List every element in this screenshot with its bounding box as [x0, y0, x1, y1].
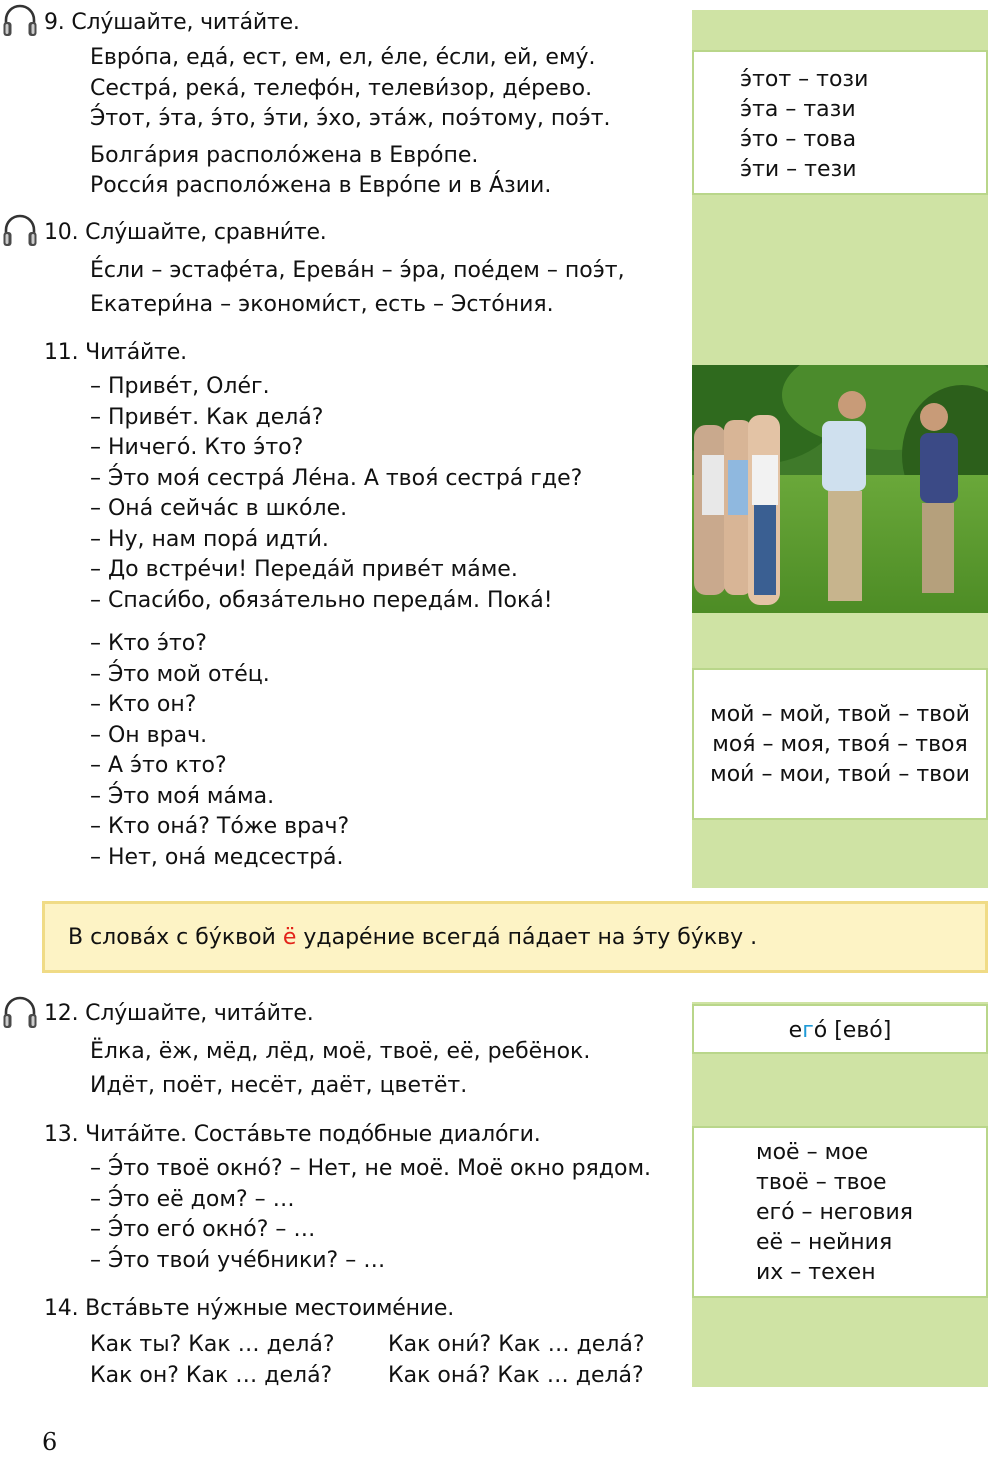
note-possessives [692, 668, 988, 820]
rule-box [42, 901, 988, 973]
ex14-line: Как они́? Как … дела́? [388, 1332, 645, 1357]
ex9-line: Болга́рия располо́жена в Евро́пе. [90, 142, 479, 168]
ex9-line: Сестра́, река́, телефо́н, телеви́зор, де́рево. [90, 75, 593, 101]
dialog-line: – Спаси́бо, обяза́тельно переда́м. Пока́! [90, 587, 553, 613]
ex12-body [90, 1035, 590, 1103]
photo-teenagers-greeting [692, 365, 988, 613]
note-line: моя́ – моя, твоя́ – твоя [712, 732, 968, 757]
ex12-title: 12. Слу́шайте, чита́йте. [44, 1001, 314, 1026]
ex14-col-1 [90, 1330, 335, 1391]
ex12-line: Идёт, поёт, несёт, даёт, цветёт. [90, 1073, 468, 1098]
ego-pre: е [788, 1018, 803, 1043]
ex10-line: Екатери́на – экономи́ст, есть – Эсто́ния. [90, 292, 554, 317]
note-ego [692, 1004, 988, 1054]
dialog-line: – Приве́т, Оле́г. [90, 374, 270, 399]
rule-letter-yo: ё [282, 925, 297, 950]
photo-illustration [692, 365, 988, 613]
note-line: твоё – твое [756, 1170, 887, 1195]
ex9-line: Евро́па, еда́, ест, ем, ел, е́ле, е́сли, ей, ему́. [90, 45, 596, 70]
dialog-line: – Э́то моя́ ма́ма. [90, 783, 275, 809]
note-line: э́ти – тези [740, 157, 857, 182]
headphones-icon[interactable] [2, 214, 38, 248]
ex9-line: Э́тот, э́та, э́то, э́ти, э́хо, эта́ж, поэ́тому, поэ́т. [90, 106, 611, 131]
dialog-line: – До встре́чи! Переда́й приве́т ма́ме. [90, 557, 518, 582]
note-line: мои́ – мои, твои́ – твои [710, 762, 970, 787]
note-demonstratives [692, 50, 988, 195]
dialog-line: – Кто она́? То́же врач? [90, 814, 350, 839]
dialog-line: – А э́то кто? [90, 753, 227, 778]
note-line: моё – мое [756, 1140, 869, 1165]
ex14-title: 14. Вста́вьте ну́жные местоиме́ние. [44, 1296, 454, 1321]
ex11-dialog-1 [90, 372, 582, 616]
ex13-body [90, 1154, 651, 1276]
dialog-line: – Она́ сейча́с в шко́ле. [90, 496, 348, 521]
ex9-title: 9. Слу́шайте, чита́йте. [44, 10, 300, 35]
ex13-line: – Э́то твои́ уче́бники? – … [90, 1247, 386, 1273]
ex13-line: – Э́то его́ окно́? – … [90, 1217, 316, 1242]
dialog-line: – Он врач. [90, 722, 208, 748]
dialog-line: – Кто он? [90, 692, 197, 717]
ex11-title: 11. Чита́йте. [44, 340, 187, 365]
note-line: э́то – това [740, 127, 857, 152]
ego-post: о́ [ево́] [813, 1018, 892, 1043]
note-line: её – нейния [756, 1230, 893, 1255]
dialog-line: – Ну, нам пора́ идти́. [90, 526, 329, 552]
ex14-line: Как она́? Как … дела́? [388, 1362, 644, 1388]
dialog-line: – Приве́т. Как дела́? [90, 404, 324, 430]
ex11-dialog-2 [90, 629, 349, 873]
ex13-title: 13. Чита́йте. Соста́вьте подо́бные диало́ги. [44, 1122, 541, 1147]
note-line: э́тот – този [740, 67, 869, 92]
dialog-line: – Кто э́то? [90, 631, 207, 656]
ex10-body [90, 254, 625, 322]
headphones-icon[interactable] [2, 996, 38, 1030]
ex13-line: – Э́то твоё окно́? – Нет, не моё. Моё окно рядом. [90, 1156, 652, 1181]
ex10-line: Е́сли – эстафе́та, Ерева́н – э́ра, пое́дем – поэ́т, [90, 258, 625, 283]
ex9-body [90, 43, 611, 202]
ex14-line: Как ты? Как … дела́? [90, 1332, 335, 1357]
headphones-icon[interactable] [2, 4, 38, 38]
note-line: его́ – неговия [756, 1200, 913, 1225]
ex14-line: Как он? Как … дела́? [90, 1362, 333, 1388]
dialog-line: – Нет, она́ медсестра́. [90, 844, 344, 870]
ex9-line: Росси́я располо́жена в Евро́пе и в А́зии. [90, 173, 552, 198]
rule-text-after: ударе́ние всегда́ па́дает на э́ту бу́кву . [296, 925, 758, 950]
ex12-line: Ёлка, ёж, мёд, лёд, моё, твоё, её, ребёнок. [90, 1039, 591, 1064]
ex13-line: – Э́то её дом? – … [90, 1186, 295, 1212]
note-line: их – техен [756, 1260, 876, 1285]
dialog-line: – Э́то моя́ сестра́ Ле́на. А твоя́ сестра́ где? [90, 465, 583, 491]
note-line: мой – мой, твой – твой [710, 702, 970, 727]
rule-text [68, 925, 757, 950]
ego-highlight: г [802, 1018, 814, 1043]
ex10-title: 10. Слу́шайте, сравни́те. [44, 220, 327, 245]
note-line: э́та – тази [740, 97, 856, 122]
dialog-line: – Э́то мой оте́ц. [90, 661, 270, 687]
rule-text-before: В слова́х с бу́квой [68, 925, 283, 950]
dialog-line: – Ничего́. Кто э́то? [90, 435, 304, 460]
ex14-col-2 [388, 1330, 645, 1391]
page-number: 6 [42, 1428, 58, 1456]
note-pronouns [692, 1126, 988, 1298]
